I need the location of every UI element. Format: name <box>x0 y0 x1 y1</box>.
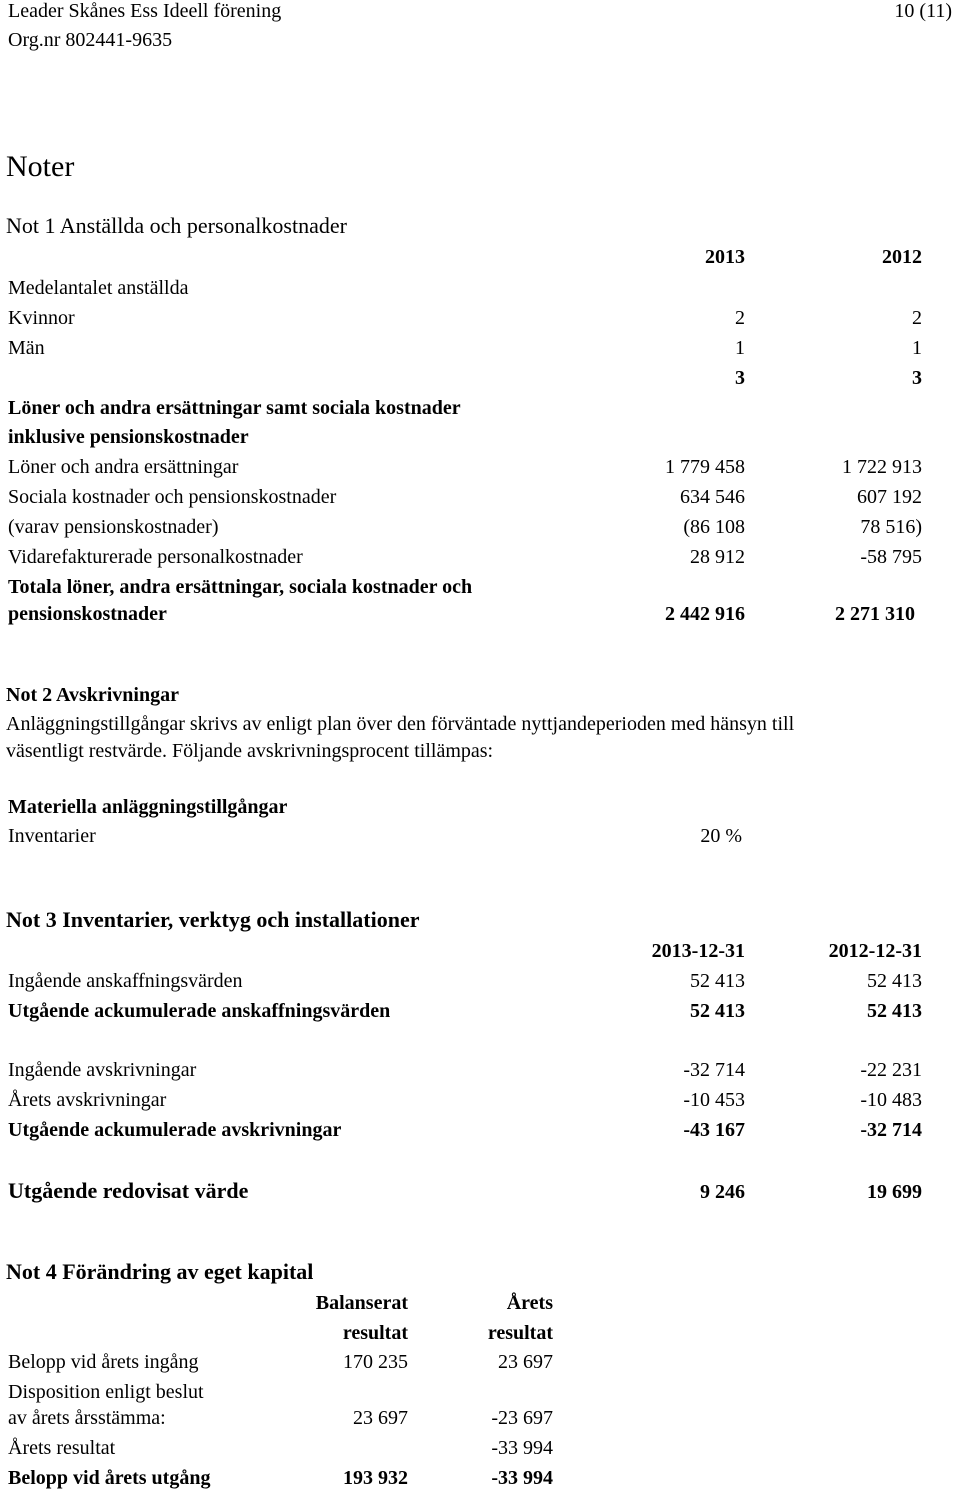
row-value-c1: 170 235 <box>343 1351 408 1373</box>
row-label: Ingående avskrivningar <box>8 1059 197 1081</box>
not1-heading: Not 1 Anställda och personalkostnader <box>6 213 347 238</box>
row-value-b: -22 231 <box>860 1059 922 1081</box>
page-number: 10 (11) <box>894 0 952 22</box>
not2-subheading: Materiella anläggningstillgångar <box>8 796 288 818</box>
row-value-2012: 78 516) <box>860 516 922 538</box>
not1-col-2013: 2013 <box>705 246 745 268</box>
not3-final-b: 19 699 <box>867 1181 922 1203</box>
row-label: Ingående anskaffningsvärden <box>8 970 243 992</box>
not2-text-line2: väsentligt restvärde. Följande avskrivningsprocent tillämpas: <box>6 740 494 762</box>
row-value-2012: 607 192 <box>857 486 922 508</box>
row-label: Kvinnor <box>8 307 75 329</box>
row-value-2013: 634 546 <box>680 486 745 508</box>
row-value-b: 52 413 <box>867 1000 922 1022</box>
row-label: Årets resultat <box>8 1437 116 1459</box>
row-value-a: 52 413 <box>690 1000 745 1022</box>
row-value-c2: 23 697 <box>498 1351 553 1373</box>
row-value-2012: -58 795 <box>860 546 922 568</box>
row-value-b: -10 483 <box>860 1089 922 1111</box>
page-title: Noter <box>6 150 75 183</box>
row-label: Belopp vid årets utgång <box>8 1467 211 1489</box>
row-value-b: 52 413 <box>867 970 922 992</box>
not3-heading: Not 3 Inventarier, verktyg och installationer <box>6 907 420 932</box>
not3-col-a: 2013-12-31 <box>651 940 745 962</box>
row-value-b: -32 714 <box>860 1119 922 1141</box>
row-value-a: -32 714 <box>683 1059 745 1081</box>
not3-col-b: 2012-12-31 <box>828 940 922 962</box>
total-wages-2013: 2 442 916 <box>665 603 745 625</box>
total-wages-2012: 2 271 310 <box>835 603 915 625</box>
not2-item-label: Inventarier <box>8 825 96 847</box>
not4-col2-header-line2: resultat <box>487 1322 553 1344</box>
row-label: (varav pensionskostnader) <box>8 516 219 538</box>
row-label: Män <box>8 337 45 359</box>
org-number: Org.nr 802441-9635 <box>8 29 173 51</box>
row-value-2012: 1 722 913 <box>842 456 922 478</box>
row-value-2013: 2 <box>735 307 745 329</box>
row-value-c1: 193 932 <box>343 1467 408 1489</box>
row-value-2012: 1 <box>912 337 922 359</box>
not4-col1-header: Balanserat <box>315 1292 408 1314</box>
org-name: Leader Skånes Ess Ideell förening <box>8 0 282 22</box>
row-label: Utgående ackumulerade avskrivningar <box>8 1119 342 1141</box>
not4-heading: Not 4 Förändring av eget kapital <box>6 1259 314 1284</box>
avg-employees-label: Medelantalet anställda <box>8 277 189 299</box>
wages-heading: Löner och andra ersättningar samt sociala kostnader <box>8 397 461 419</box>
row-label: Årets avskrivningar <box>8 1089 167 1111</box>
total-wages-label-line2: pensionskostnader <box>8 603 167 625</box>
row-value-c2: -33 994 <box>491 1437 553 1459</box>
row-label: Belopp vid årets ingång <box>8 1351 199 1373</box>
emp-total-2012: 3 <box>912 367 922 389</box>
not1-col-2012: 2012 <box>882 246 922 268</box>
row-label: Vidarefakturerade personalkostnader <box>8 546 303 568</box>
wages-heading-line2: inklusive pensionskostnader <box>8 426 249 448</box>
row-value-a: -43 167 <box>683 1119 745 1141</box>
not3-final-label: Utgående redovisat värde <box>8 1178 249 1203</box>
row-value-c2: -33 994 <box>491 1467 553 1489</box>
row-value-2013: 1 779 458 <box>665 456 745 478</box>
row-value-a: -10 453 <box>683 1089 745 1111</box>
row-value-2013: (86 108 <box>683 516 745 538</box>
not2-text: Anläggningstillgångar skrivs av enligt plan över den förväntade nyttjandeperioden med hänsyn till <box>6 713 795 735</box>
row-value-2013: 1 <box>735 337 745 359</box>
row-value-2013: 28 912 <box>690 546 745 568</box>
row-label: Löner och andra ersättningar <box>8 456 239 478</box>
row-value-2012: 2 <box>912 307 922 329</box>
row-label: Utgående ackumulerade anskaffningsvärden <box>8 1000 391 1022</box>
not4-col2-header: Årets <box>506 1292 553 1314</box>
row-value-c2: -23 697 <box>491 1407 553 1429</box>
not4-col1-header-line2: resultat <box>342 1322 408 1344</box>
row-value-c1: 23 697 <box>353 1407 408 1429</box>
not2-item-value: 20 % <box>700 825 742 847</box>
emp-total-2013: 3 <box>735 367 745 389</box>
row-label-line2: av årets årsstämma: <box>8 1407 166 1429</box>
row-label: Disposition enligt beslut <box>8 1381 204 1403</box>
row-value-a: 52 413 <box>690 970 745 992</box>
not3-final-a: 9 246 <box>700 1181 745 1203</box>
row-label: Sociala kostnader och pensionskostnader <box>8 486 337 508</box>
total-wages-label: Totala löner, andra ersättningar, sociala kostnader och <box>8 576 473 598</box>
not2-heading: Not 2 Avskrivningar <box>6 684 179 706</box>
